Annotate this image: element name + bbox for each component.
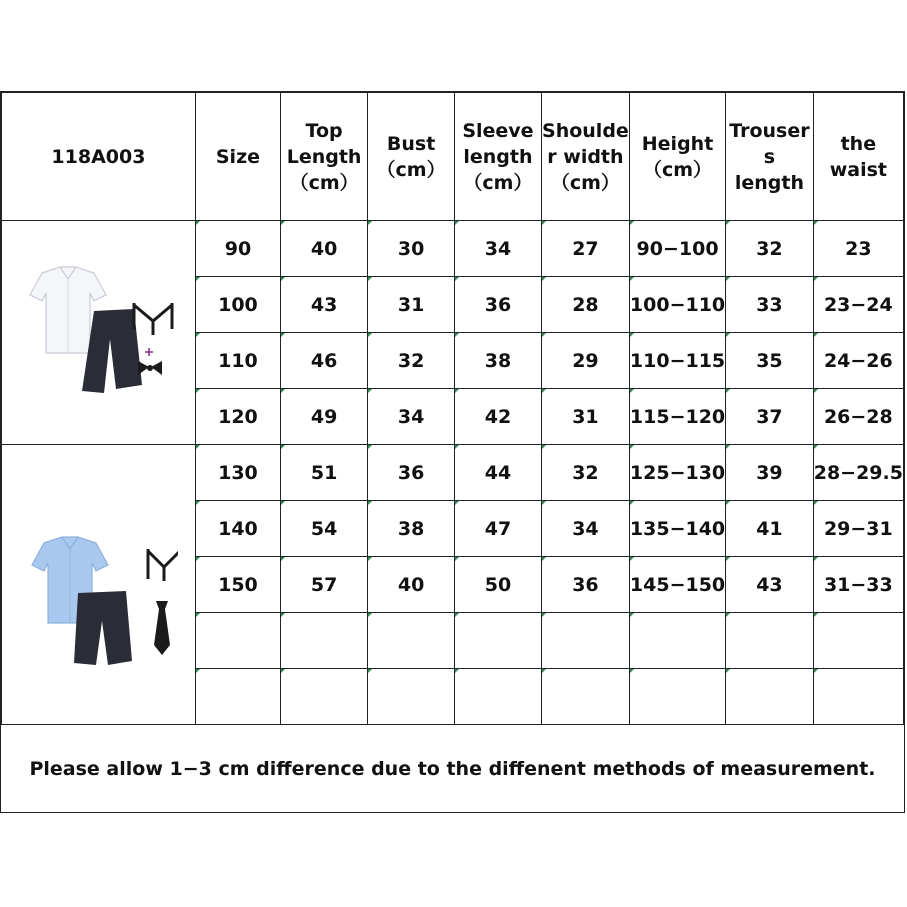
table-cell: 23 <box>813 221 903 277</box>
table-cell <box>541 613 629 669</box>
table-cell: 28 <box>541 277 629 333</box>
column-header <box>195 93 280 221</box>
table-cell: 24−26 <box>813 333 903 389</box>
table-cell <box>454 669 541 725</box>
column-header <box>454 93 541 221</box>
table-cell: 37 <box>726 389 814 445</box>
table-cell: 135−140 <box>629 501 725 557</box>
table-cell: 33 <box>726 277 814 333</box>
table-cell: 47 <box>454 501 541 557</box>
table-cell: 32 <box>541 445 629 501</box>
table-cell: 34 <box>541 501 629 557</box>
table-cell <box>629 669 725 725</box>
table-cell: 36 <box>368 445 455 501</box>
table-cell: 90−100 <box>629 221 725 277</box>
column-header-line: （cm） <box>376 158 446 181</box>
column-header-line: （cm） <box>289 171 359 194</box>
table-cell: 100 <box>195 277 280 333</box>
table-cell: 27 <box>541 221 629 277</box>
table-cell: 41 <box>726 501 814 557</box>
size-chart <box>0 91 905 813</box>
table-cell: 50 <box>454 557 541 613</box>
column-header <box>541 93 629 221</box>
table-cell <box>281 613 368 669</box>
table-cell: 49 <box>281 389 368 445</box>
column-header-line: （cm） <box>463 171 533 194</box>
table-row <box>2 445 904 501</box>
table-cell: 34 <box>368 389 455 445</box>
table-cell: 31−33 <box>813 557 903 613</box>
table-cell: 38 <box>454 333 541 389</box>
blue-shirt-set-image <box>28 535 178 665</box>
table-cell <box>195 669 280 725</box>
header-row <box>2 93 904 221</box>
table-cell: 30 <box>368 221 455 277</box>
table-cell: 36 <box>454 277 541 333</box>
table-cell: 26−28 <box>813 389 903 445</box>
table-cell: 51 <box>281 445 368 501</box>
column-header <box>726 93 814 221</box>
table-cell: 34 <box>454 221 541 277</box>
table-cell <box>629 613 725 669</box>
suspenders-icon <box>134 303 172 335</box>
table-cell: 29 <box>541 333 629 389</box>
table-cell: 110 <box>195 333 280 389</box>
table-cell: 125−130 <box>629 445 725 501</box>
column-header <box>281 93 368 221</box>
table-cell <box>195 613 280 669</box>
table-cell: 23−24 <box>813 277 903 333</box>
table-cell: 39 <box>726 445 814 501</box>
table-cell <box>813 669 903 725</box>
table-cell: 43 <box>726 557 814 613</box>
table-cell: 110−115 <box>629 333 725 389</box>
bowtie-icon <box>138 361 162 375</box>
table-cell: 40 <box>368 557 455 613</box>
plus-icon <box>145 348 153 356</box>
suspenders-icon <box>148 549 178 581</box>
table-cell: 100−110 <box>629 277 725 333</box>
column-header <box>813 93 903 221</box>
table-cell: 36 <box>541 557 629 613</box>
table-cell: 140 <box>195 501 280 557</box>
table-cell: 40 <box>281 221 368 277</box>
table-cell: 43 <box>281 277 368 333</box>
table-cell: 32 <box>368 333 455 389</box>
table-cell: 90 <box>195 221 280 277</box>
table-cell <box>541 669 629 725</box>
column-header-line: s length <box>734 145 804 194</box>
white-shirt-set-image <box>24 265 174 395</box>
table-cell <box>454 613 541 669</box>
table-cell: 44 <box>454 445 541 501</box>
column-header-line: Size <box>215 145 261 168</box>
column-header <box>629 93 725 221</box>
necktie-icon <box>154 601 170 655</box>
table-cell <box>726 669 814 725</box>
table-cell <box>726 613 814 669</box>
table-cell: 31 <box>541 389 629 445</box>
model-number: 118A003 <box>2 93 196 221</box>
column-header-line: Shoulde <box>542 119 629 142</box>
table-cell: 32 <box>726 221 814 277</box>
table-cell: 57 <box>281 557 368 613</box>
table-cell: 130 <box>195 445 280 501</box>
table-cell: 35 <box>726 333 814 389</box>
column-header-line: Bust <box>386 132 436 155</box>
column-header-line: Sleeve <box>462 119 534 142</box>
table-cell: 46 <box>281 333 368 389</box>
column-header-line: the <box>840 132 877 155</box>
table-cell <box>813 613 903 669</box>
shorts-icon <box>74 591 132 665</box>
column-header-line: Top <box>305 119 343 142</box>
table-cell: 28−29.5 <box>813 445 903 501</box>
column-header-line: waist <box>829 158 887 181</box>
column-header-line: （cm） <box>550 171 620 194</box>
column-header-line: Length <box>286 145 362 168</box>
column-header <box>368 93 455 221</box>
column-header-line: r width <box>547 145 624 168</box>
table-cell <box>368 613 455 669</box>
column-header-line: length <box>463 145 533 168</box>
table-cell: 115−120 <box>629 389 725 445</box>
column-header-line: Trouser <box>729 119 810 142</box>
table-cell <box>368 669 455 725</box>
measurement-note: Please allow 1−3 cm difference due to the diffenent methods of measurement. <box>1 724 904 813</box>
table-cell: 31 <box>368 277 455 333</box>
column-header-line: （cm） <box>643 158 713 181</box>
table-cell: 54 <box>281 501 368 557</box>
table-cell: 38 <box>368 501 455 557</box>
table-cell: 29−31 <box>813 501 903 557</box>
table-cell: 150 <box>195 557 280 613</box>
column-header-line: Height <box>641 132 714 155</box>
table-cell <box>281 669 368 725</box>
table-cell: 145−150 <box>629 557 725 613</box>
table-cell: 120 <box>195 389 280 445</box>
table-cell: 42 <box>454 389 541 445</box>
